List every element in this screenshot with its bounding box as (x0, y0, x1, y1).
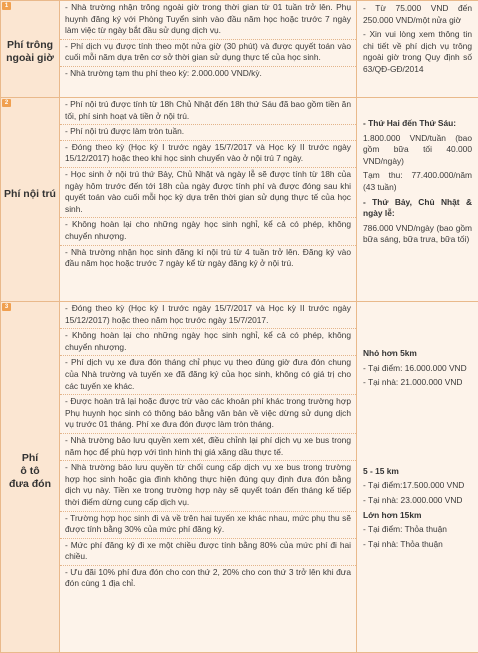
row-number-badge: 1 (2, 2, 11, 10)
table-row-after-hours-care (1, 1, 478, 98)
condition-item: - Học sinh ở nội trú thứ Bảy, Chủ Nhật và ngày lễ sẽ được tính từ 18h của ngày hôm trước đến tới 18h của ngày được tính phí và được đóng sau khi quyết toán vào cuối mỗi học kỳ dựa trên thời gian sử dụng thực tế của học sinh. (60, 168, 356, 218)
condition-item: - Được hoàn trả lại hoặc được trừ vào các khoản phí khác trong trường hợp Phụ huynh học sinh có thông báo bằng văn bản về việc dừng sử dụng dịch vụ trước 01 tháng. Phí xe đưa đón được làm tròn tháng. (60, 395, 356, 434)
condition-item: - Không hoàn lại cho những ngày học sinh nghỉ, kể cả có phép, không chuyển nhượng. (60, 329, 356, 356)
price-cell (357, 1, 478, 98)
price-group-title: Nhỏ hơn 5km (363, 348, 472, 360)
row-number-badge: 3 (2, 303, 11, 311)
row-label-line: Phí nội trú (1, 188, 59, 201)
price-item: 786.000 VND/ngày (bao gồm bữa sáng, bữa trưa, bữa tối) (363, 223, 472, 246)
row-label (1, 188, 59, 201)
conditions-cell (60, 302, 357, 653)
condition-item: - Phí dịch vụ xe đưa đón tháng chỉ phục vụ theo đúng giờ đưa đón chung của Nhà trường và tuyến xe đã đăng ký của học sinh, không có giá trị cho các tuyến xe khác. (60, 356, 356, 395)
price-item: - Tại điểm: Thỏa thuận (363, 524, 472, 536)
conditions-cell (60, 1, 357, 98)
price-cell (357, 98, 478, 302)
price-heading: - Thứ Bảy, Chủ Nhật & ngày lễ: (363, 197, 472, 220)
price-group-title: 5 - 15 km (363, 466, 472, 478)
price-item: - Tại điểm:17.500.000 VND (363, 480, 472, 492)
condition-item: - Không hoàn lại cho những ngày học sinh nghỉ, kể cả có phép, không chuyển nhượng. (60, 218, 356, 245)
price-item: - Tại nhà: 23.000.000 VND (363, 495, 472, 507)
row-label (1, 39, 59, 65)
row-label-cell (1, 302, 60, 653)
row-label (1, 452, 59, 491)
price-group-title: Lớn hơn 15km (363, 510, 472, 522)
price-item: - Tại nhà: 21.000.000 VND (363, 377, 472, 389)
price-item: Tạm thu: 77.400.000/năm (43 tuần) (363, 170, 472, 193)
condition-item: - Phí nội trú được tính từ 18h Chủ Nhật đến 18h thứ Sáu đã bao gồm tiền ăn tối, phí sinh hoạt và tiền ở nội trú. (60, 98, 356, 125)
condition-item: - Phí nội trú được làm tròn tuần. (60, 125, 356, 141)
condition-item: - Nhà trường tạm thu phí theo kỳ: 2.000.000 VND/kỳ. (60, 67, 356, 82)
row-label-line: Phí (1, 452, 59, 465)
price-item: - Từ 75.000 VND đến 250.000 VND/một nửa giờ (363, 3, 472, 26)
table-row-boarding (1, 98, 478, 302)
row-label-line: ngoài giờ (1, 52, 59, 65)
conditions-cell (60, 98, 357, 302)
condition-item: - Ưu đãi 10% phí đưa đón cho con thứ 2, 20% cho con thứ 3 trở lên khi đưa đón cùng 1 địa chỉ. (60, 566, 356, 592)
price-item: - Tại điểm: 16.000.000 VND (363, 363, 472, 375)
condition-item: - Nhà trường nhận học sinh đăng kí nội trú từ 4 tuần trở lên. Đăng ký vào đầu năm học hoặc trước 7 ngày kể từ ngày đăng ký ở nội trú. (60, 246, 356, 272)
price-heading: - Thứ Hai đến Thứ Sáu: (363, 118, 472, 130)
condition-item: - Nhà trường nhận trông ngoài giờ trong thời gian từ 01 tuần trở lên. Phụ huynh đăng ký với Phòng Tuyển sinh vào đầu năm học hoặc trước 7 ngày làm việc từ ngày bắt đầu sử dụng dịch vụ. (60, 1, 356, 40)
row-label-line: ô tô (1, 465, 59, 478)
row-label-cell (1, 98, 60, 302)
row-number-badge: 2 (2, 99, 11, 107)
condition-item: - Phí dịch vụ được tính theo một nửa giờ (30 phút) và được quyết toán vào cuối mỗi năm dựa trên cơ sở thời gian sử dụng thực tế của học sinh. (60, 40, 356, 67)
table-row-school-bus (1, 302, 478, 653)
row-label-line: đưa đón (1, 478, 59, 491)
condition-item: - Nhà trường bảo lưu quyền xem xét, điều chỉnh lại phí dịch vụ xe bus trong năm học để phù hợp với tình hình thị giá xăng dầu thực tế. (60, 434, 356, 461)
condition-item: - Đóng theo kỳ (Học kỳ I trước ngày 15/7/2017 và Học kỳ II trước ngày 15/12/2017) hoặc theo năm học trước ngày 15/7/2017. (60, 302, 356, 329)
price-item: - Tại nhà: Thỏa thuận (363, 539, 472, 551)
price-item: - Xin vui lòng xem thông tin chi tiết về phí dịch vụ trông ngoài giờ trong Quy định số 63/QĐ-GĐ/2014 (363, 29, 472, 75)
price-item: 1.800.000 VND/tuần (bao gồm bữa tối 40.000 VND/ngày) (363, 133, 472, 168)
condition-item: - Đóng theo kỳ (Học kỳ I trước ngày 15/7/2017 và Học kỳ II trước ngày 15/12/2017) hoặc theo khi học sinh chuyển vào ở nội trú 7 ngày. (60, 141, 356, 168)
row-label-line: Phí trông (1, 39, 59, 52)
condition-item: - Nhà trường bảo lưu quyền từ chối cung cấp dịch vụ xe bus trong trường hợp học sinh hoặc gia đình không thực hiện đúng quy định đưa đón bằng dịch vụ này. Tiền xe trong trường hợp này sẽ quyết toán đến tháng kế tiếp thời điểm dừng cung cấp dịch vụ. (60, 461, 356, 511)
condition-item: - Mức phí đăng ký đi xe một chiều được tính bằng 80% của mức phí đi hai chiều. (60, 539, 356, 566)
condition-item: - Trường hợp học sinh đi và về trên hai tuyến xe khác nhau, mức phụ thu sẽ được tính bằng 30% của mức phí đăng ký. (60, 512, 356, 539)
price-cell (357, 302, 478, 653)
row-label-cell (1, 1, 60, 98)
